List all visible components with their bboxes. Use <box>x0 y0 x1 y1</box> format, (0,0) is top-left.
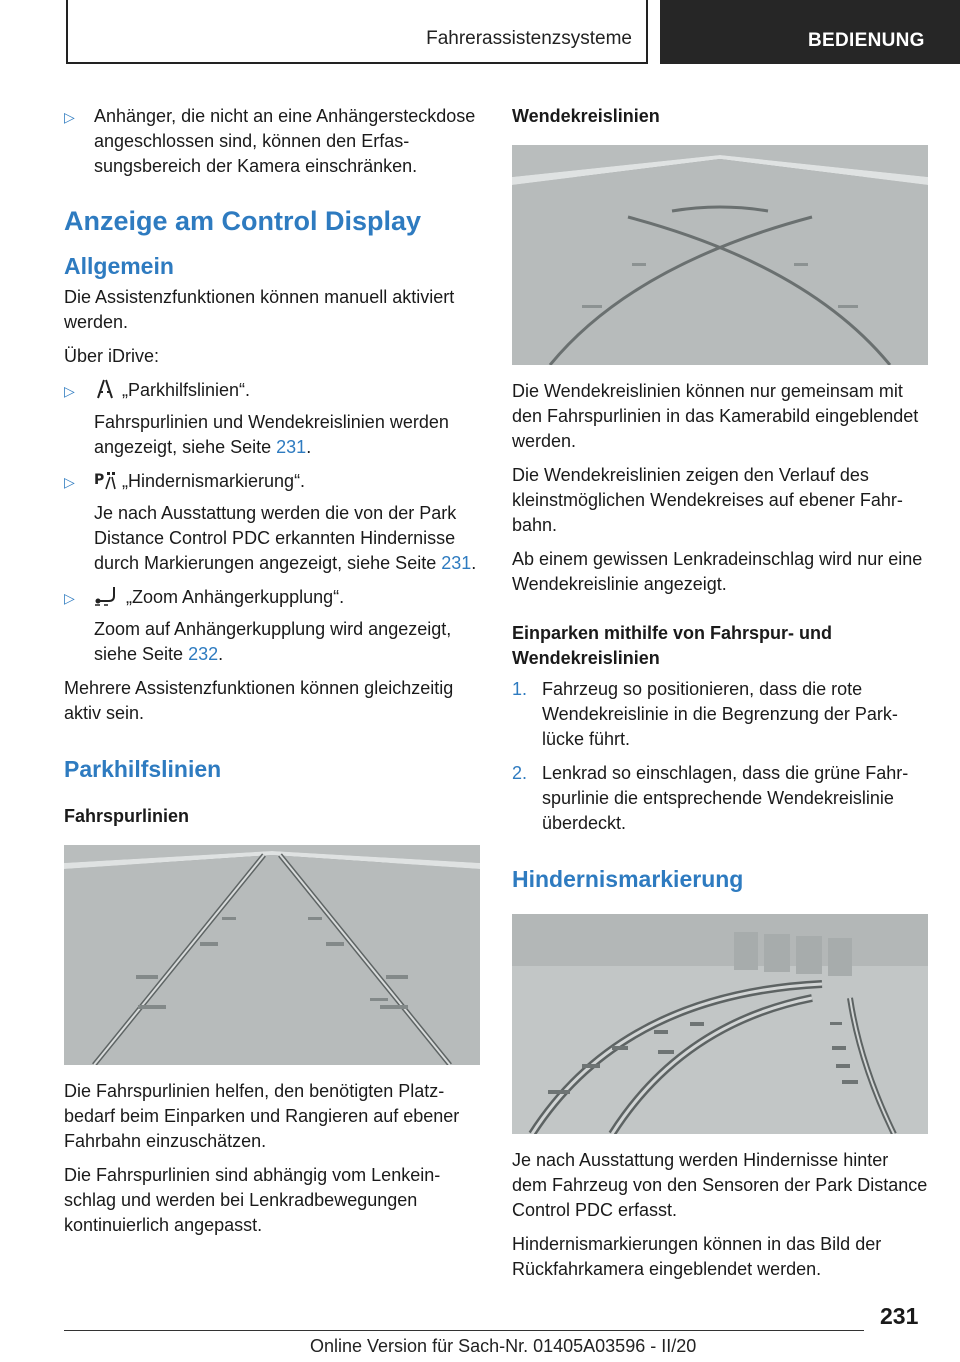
header-section-title: Fahrerassistenzsysteme <box>426 28 632 49</box>
paragraph-idrive: Über iDrive: <box>64 346 160 366</box>
paragraph-turn-3: Ab einem gewissen Lenkradeinschlag wird nur eine Wendekreislinie angezeigt. <box>512 549 923 594</box>
bullet-obstacle-title: „Hindernismarkierung“. <box>122 471 306 491</box>
bullet-obstacle: ▷ P „Hindernismarkierung“. Je nach Ausstattung werden die von der Park Distance Control PDC erkannten Hindernisse durch Markierungen angezeigt, siehe Seite 231. <box>64 469 480 576</box>
step-1-number: 1. <box>512 679 528 699</box>
heading-park-lines: Parkhilfslinien <box>64 756 222 782</box>
header-chapter-title: BEDIENUNG <box>808 30 925 51</box>
step-2-text: Lenkrad so einschlagen, dass die grüne Fahrspurlinie die entsprechende Wendekreislinie überdeckt. <box>542 763 909 833</box>
page-number: 231 <box>880 1303 919 1329</box>
heading-lane-lines: Fahrspurlinien <box>64 806 190 826</box>
park-lines-icon <box>94 379 116 399</box>
paragraph-turn-1: Die Wendekreislinien können nur gemeinsam mit den Fahrspurlinien in das Kamerabild eingeblendet werden. <box>512 381 919 451</box>
step-1-text: Fahrzeug so positionieren, dass die rote Wendekreislinie in die Begrenzung der Parklücke führt. <box>542 679 898 749</box>
svg-text:P: P <box>94 472 105 488</box>
heading-general: Allgemein <box>64 253 174 279</box>
trailer-hitch-icon <box>94 586 120 606</box>
bullet-park-lines-title: „Parkhilfslinien“. <box>122 380 251 400</box>
page-link-231a[interactable]: 231 <box>276 437 307 457</box>
step-2 <box>512 761 928 836</box>
triangle-right-icon: ▷ <box>64 383 75 399</box>
paragraph-lanes-1: Die Fahrspurlinien helfen, den benötigten Platzbedarf beim Einparken und Rangieren auf ebener Fahrbahn einzuschätzen. <box>64 1081 460 1151</box>
paragraph-lanes-2: Die Fahrspurlinien sind abhängig vom Lenkeinschlag und werden bei Lenkradbewegungen kontinuierlich angepasst. <box>64 1165 441 1235</box>
heading-control-display: Anzeige am Control Display <box>64 206 422 236</box>
footer-divider <box>64 1330 864 1331</box>
bullet-hitch: ▷ „Zoom Anhängerkupplung“. Zoom auf Anhängerkupplung wird angezeigt, siehe Seite 232. <box>64 585 480 667</box>
bullet-park-lines-text: Fahrspurlinien und Wendekreislinien werden angezeigt, siehe Seite <box>94 412 449 457</box>
heading-turning-lines: Wendekreislinien <box>512 106 660 126</box>
step-1 <box>512 677 928 752</box>
triangle-right-icon: ▷ <box>64 474 75 490</box>
paragraph-obstacle-2: Hindernismarkierungen können in das Bild der Rückfahrkamera eingeblendet werden. <box>512 1234 882 1279</box>
paragraph-obstacle-1: Je nach Ausstattung werden Hindernisse hinter dem Fahrzeug von den Sensoren der Park Distance Control PDC erfasst. <box>512 1150 928 1220</box>
bullet-obstacle-text: Je nach Ausstattung werden die von der Park Distance Control PDC erkannten Hindernisse durch Markierungen angezeigt, siehe Seite <box>94 503 457 573</box>
left-column <box>64 104 480 1247</box>
obstacle-marking-figure <box>512 914 928 1134</box>
bullet-hitch-text: Zoom auf Anhängerkupplung wird angezeigt, siehe Seite <box>94 619 452 664</box>
paragraph-multi: Mehrere Assistenzfunktionen können gleichzeitig aktiv sein. <box>64 678 454 723</box>
turning-lines-figure <box>512 145 928 365</box>
right-column <box>512 104 928 1291</box>
heading-obstacle: Hindernismarkierung <box>512 866 744 892</box>
step-2-number: 2. <box>512 763 528 783</box>
bullet-trailer-text: Anhänger, die nicht an eine Anhängersteckdose angeschlossen sind, können den Erfassungsbereich der Kamera einschränken. <box>94 106 476 176</box>
bullet-park-lines: ▷ „Parkhilfslinien“. Fahrspurlinien und Wendekreislinien werden angezeigt, siehe Seite 231. <box>64 378 480 460</box>
paragraph-general: Die Assistenzfunktionen können manuell aktiviert werden. <box>64 287 455 332</box>
bullet-hitch-title: „Zoom Anhängerkupplung“. <box>126 587 345 607</box>
header-section-box <box>66 0 648 64</box>
paragraph-turn-2: Die Wendekreislinien zeigen den Verlauf des kleinstmöglichen Wendekreises auf ebener Fahrbahn. <box>512 465 903 535</box>
footer-online-version: Online Version für Sach-Nr. 01405A03596 - II/20 <box>310 1336 697 1356</box>
heading-parking: Einparken mithilfe von Fahrspur- und Wendekreislinien <box>512 623 833 668</box>
obstacle-marking-icon <box>94 470 116 490</box>
page-link-232[interactable]: 232 <box>188 644 219 664</box>
lane-lines-figure <box>64 845 480 1065</box>
triangle-right-icon: ▷ <box>64 109 75 125</box>
header-chapter-box <box>660 0 960 64</box>
page-link-231b[interactable]: 231 <box>441 553 472 573</box>
triangle-right-icon: ▷ <box>64 590 75 606</box>
bullet-trailer <box>64 104 480 179</box>
